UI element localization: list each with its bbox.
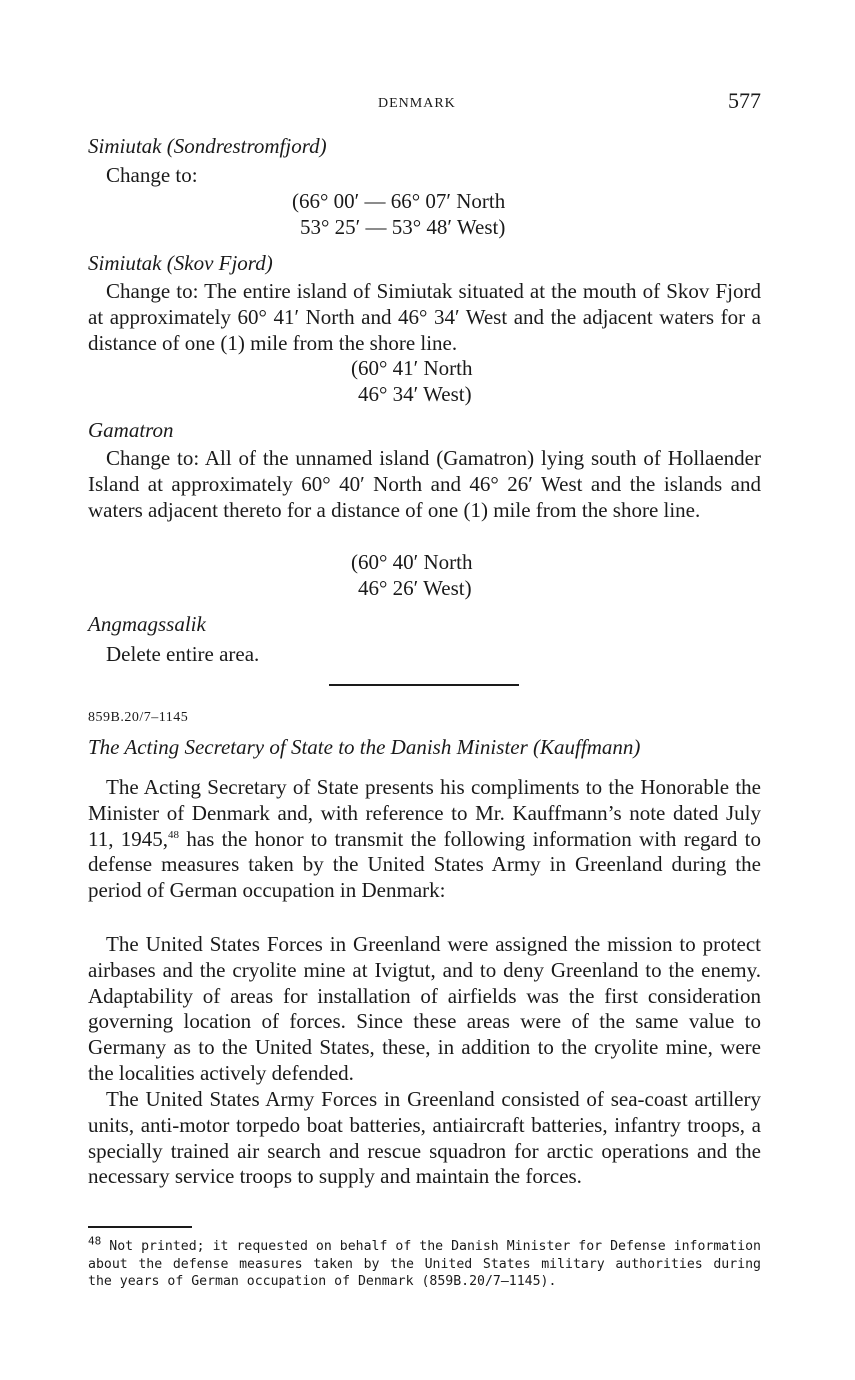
footnote-reference: 48 <box>168 828 180 841</box>
entry-heading: Simiutak (Sondrestromfjord) <box>88 134 327 158</box>
coordinate-line: (60° 41′ North <box>351 356 473 380</box>
coordinate-line: 46° 26′ West) <box>358 576 472 600</box>
entry-heading <box>88 417 761 443</box>
page-number: 577 <box>728 88 761 113</box>
title-name: Kauffmann <box>540 735 634 759</box>
area-name: Skov Fjord <box>173 251 266 275</box>
body-paragraph <box>88 775 761 904</box>
place-name: Angmagssalik <box>88 612 206 636</box>
document-title: The Acting Secretary of State to the Danish Minister (Kauffmann) <box>88 735 641 759</box>
paragraph-text: The Acting Secretary of State presents his compliments to the Honorable the Minister of Denmark and, with reference to Mr. Kauffmann’s note dated July 11, 1945, <box>88 775 761 851</box>
place-name: Simiutak <box>88 251 162 275</box>
coordinate-line: (66° 00′ — 66° 07′ North <box>292 189 506 213</box>
body-paragraph: The United States Army Forces in Greenland consisted of sea-coast artillery units, anti-motor torpedo boat batteries, antiaircraft batteries, infantry troops, a specially trained air search and rescue squadron for arctic operations and the necessary service troops to supply and maintain the forces. <box>88 1087 761 1189</box>
footnote-text: Not printed; it requested on behalf of the Danish Minister for Defense information about the defense measures taken by the United States military authorities during the years of German occupation of Denmark (859B.20/7–1145). <box>88 1239 761 1289</box>
footnote-marker: 48 <box>88 1234 102 1248</box>
entry-heading <box>88 611 761 637</box>
coordinate-line: 46° 34′ West) <box>358 382 472 406</box>
place-name: Simiutak <box>88 134 162 158</box>
section-divider <box>329 684 519 686</box>
footnote-rule <box>88 1226 192 1228</box>
body-paragraph: The United States Forces in Greenland were assigned the mission to protect airbases and the cryolite mine at Ivigtut, and to deny Greenland to the enemy. Adaptability of areas for installation of airfields was the first consideration governing location of forces. Since these areas were of the same value to Germany as to the United States, these, in addition to the cryolite mine, were the localities actively defended. <box>88 932 761 1085</box>
place-name: Gamatron <box>88 418 174 442</box>
entry-text: Change to: The entire island of Simiutak situated at the mouth of Skov Fjord at approximately 60° 41′ North and 46° 34′ West and the adjacent waters for a distance of one (1) mile from the shore line. <box>88 279 761 355</box>
entry-text: Delete entire area. <box>106 642 260 666</box>
change-label: Change to: <box>106 163 198 187</box>
file-number: 859B.20/7–1145 <box>88 710 189 725</box>
page-header <box>88 88 761 118</box>
coordinate-line: 53° 25′ — 53° 48′ West) <box>300 215 506 239</box>
entry-heading: Simiutak (Skov Fjord) <box>88 251 273 275</box>
coordinate-line: (60° 40′ North <box>351 550 473 574</box>
running-head: DENMARK <box>378 96 456 111</box>
footnote <box>88 1234 761 1291</box>
paragraph-text: has the honor to transmit the following information with regard to defense measures taken by the United States Army in Greenland during the period of German occupation in Denmark: <box>88 826 761 903</box>
title-main: The Acting Secretary of State to the Danish Minister <box>88 735 528 759</box>
area-name: Sondrestromfjord <box>173 134 320 158</box>
entry-text: Change to: All of the unnamed island (Gamatron) lying south of Hollaender Island at approximately 60° 40′ North and 46° 26′ West and the islands and waters adjacent thereto for a distance of one (1) mile from the shore line. <box>88 446 761 522</box>
